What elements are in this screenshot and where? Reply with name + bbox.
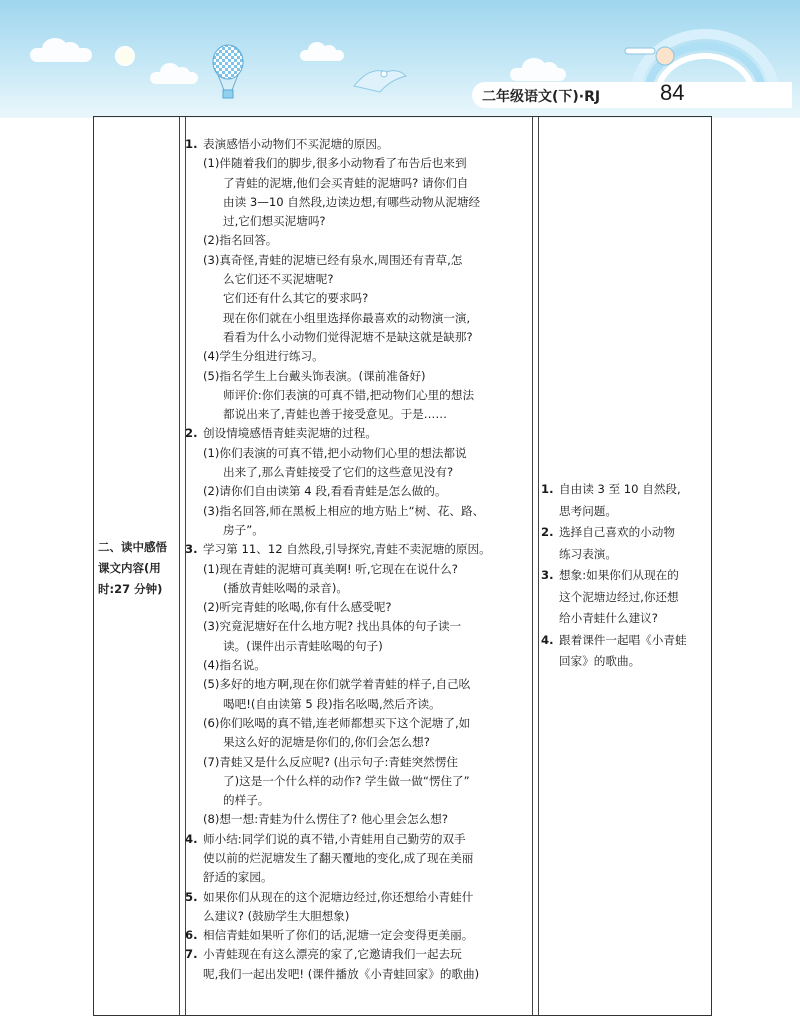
section-label [98, 537, 176, 600]
student-activity-item [541, 630, 707, 673]
header-sky-banner [0, 0, 800, 118]
step-text-line: 小青蛙现在有这么漂亮的家了,它邀请我们一起去玩 [203, 947, 462, 962]
sub-step-line: 么它们还不买泥塘呢? [223, 272, 334, 287]
activity-text-line: 自由读 3 至 10 自然段, [559, 482, 681, 496]
process-step [185, 135, 532, 154]
sub-step-line: 它们还有什么其它的要求吗? [223, 291, 369, 306]
section-label-line: 课文内容(用 [98, 561, 161, 575]
process-step [185, 888, 532, 927]
activity-text-line: 这个泥塘边经过,你还想 [559, 589, 679, 604]
section-label-line: 二、读中感悟 [98, 540, 167, 554]
book-title: 二年级语文(下)·RJ [482, 89, 601, 105]
activity-text-line: 思考问题。 [559, 503, 617, 518]
activity-text-line: 想象:如果你们从现在的 [559, 568, 679, 582]
sub-step-line: (2)听完青蛙的吆喝,你有什么感受呢? [203, 600, 392, 615]
sub-step-line: 了)这是一个什么样的动作? 学生做一做“愣住了” [223, 773, 470, 788]
sub-step-line: (7)青蛙又是什么反应呢? (出示句子:青蛙突然愣住 [203, 754, 458, 769]
sub-step-line: (6)你们吆喝的真不错,连老师都想买下这个泥塘了,如 [203, 715, 471, 730]
sub-step-line: (4)学生分组进行练习。 [203, 349, 324, 364]
cloud-decoration [30, 48, 92, 62]
sub-step-line: 由读 3—10 自然段,边读边想,有哪些动物从泥塘经 [223, 194, 481, 209]
sub-step-line: (1)现在青蛙的泥塘可真美啊! 听,它现在在说什么? [203, 561, 458, 576]
sub-step-line: 了青蛙的泥塘,他们会买青蛙的泥塘吗? 请你们自 [223, 175, 469, 190]
cloud-decoration [510, 68, 566, 81]
section-label-line: 时:27 分钟) [98, 582, 163, 596]
sub-step-line: 出来了,那么青蛙接受了它们的这些意见没有? [223, 465, 454, 480]
process-step [185, 830, 532, 888]
activity-text-line: 练习表演。 [559, 546, 617, 561]
sub-step-line: (4)指名说。 [203, 658, 266, 673]
step-number: 2. [185, 426, 198, 441]
sub-step-line: 果这么好的泥塘是你们的,你们会怎么想? [223, 735, 430, 750]
sub-step-line: 师评价:你们表演的可真不错,把动物们心里的想法 [223, 387, 475, 402]
sub-step-line: 喝吧!(自由读第 5 段)指名吆喝,然后齐读。 [223, 696, 441, 711]
step-number: 6. [185, 928, 198, 943]
activity-text-line: 跟着课件一起唱《小青蛙 [559, 632, 687, 647]
sub-step-line: (3)究竟泥塘好在什么地方呢? 找出具体的句子读一 [203, 619, 462, 634]
cloud-decoration [150, 72, 198, 84]
kite-icon [350, 62, 410, 98]
sub-step-line: (1)你们表演的可真不错,把小动物们心里的想法都说 [203, 445, 467, 460]
sub-step-line: 的样子。 [223, 793, 270, 808]
column-divider [532, 117, 533, 1015]
step-heading: 表演感悟小动物们不买泥塘的原因。 [203, 137, 389, 151]
step-text-line: 么建议? (鼓励学生大胆想象) [203, 908, 350, 923]
sub-step-list [185, 444, 532, 540]
step-number: 3. [185, 542, 198, 557]
student-activity-item [541, 565, 707, 630]
sub-step-line: 现在你们就在小组里选择你最喜欢的动物演一演, [223, 310, 471, 325]
column-divider [538, 117, 539, 1015]
hot-air-balloon-icon [210, 44, 246, 104]
activity-text-line: 回家》的歌曲。 [559, 654, 641, 668]
student-activity-item [541, 522, 707, 565]
sub-step-line: 都说出来了,青蛙也善于接受意见。于是…… [223, 407, 447, 422]
sub-step-line: (播放青蛙吆喝的录音)。 [223, 580, 348, 595]
student-activity-column [541, 479, 707, 673]
step-text-line: 相信青蛙如果听了你们的话,泥塘一定会变得更美丽。 [203, 928, 474, 943]
sub-step-line: 房子”。 [223, 522, 264, 537]
activity-number: 1. [541, 482, 554, 496]
process-step [185, 945, 532, 984]
page-number: 84 [660, 80, 685, 105]
sub-step-line: 看看为什么小动物们觉得泥塘不是缺这就是缺那? [223, 329, 473, 344]
step-heading: 学习第 11、12 自然段,引导探究,青蛙不卖泥塘的原因。 [203, 542, 491, 557]
process-step [185, 926, 532, 945]
sub-step-line: 读。(课件出示青蛙吆喝的句子) [223, 638, 383, 653]
sub-step-list [185, 154, 532, 424]
sub-step-line: (5)指名学生上台戴头饰表演。(课前准备好) [203, 368, 426, 383]
step-text-line: 师小结:同学们说的真不错,小青蛙用自己勤劳的双手 [203, 831, 466, 846]
sub-step-line: (2)请你们自由读第 4 段,看看青蛙是怎么做的。 [203, 484, 447, 499]
step-text-line: 舒适的家园。 [203, 870, 273, 885]
activity-number: 2. [541, 525, 554, 539]
sub-step-list [185, 560, 532, 830]
process-step [185, 424, 532, 443]
activity-number: 4. [541, 632, 554, 647]
column-divider [179, 117, 180, 1015]
activity-number: 3. [541, 568, 554, 582]
activity-text-line: 给小青蛙什么建议? [559, 611, 658, 625]
step-text-line: 呢,我们一起出发吧! (课件播放《小青蛙回家》的歌曲) [203, 966, 480, 981]
sub-step-line: (5)多好的地方啊,现在你们就学着青蛙的样子,自己吆 [203, 677, 471, 692]
step-number: 4. [185, 831, 198, 846]
step-number: 1. [185, 137, 198, 151]
cloud-decoration [300, 50, 344, 61]
activity-text-line: 选择自己喜欢的小动物 [559, 525, 675, 539]
step-text-line: 使以前的烂泥塘发生了翻天覆地的变化,成了现在美丽 [203, 850, 474, 865]
teaching-process-column [185, 135, 532, 984]
step-number: 7. [185, 947, 198, 962]
sub-step-line: (1)伴随着我们的脚步,很多小动物看了布告后也来到 [203, 156, 467, 171]
sub-step-line: (3)真奇怪,青蛙的泥塘已经有泉水,周围还有青草,怎 [203, 252, 463, 267]
student-activity-item [541, 479, 707, 522]
sub-step-line: (3)指名回答,师在黑板上相应的地方贴上“树、花、路、 [203, 503, 485, 518]
step-heading: 创设情境感悟青蛙卖泥塘的过程。 [203, 426, 377, 441]
step-number: 5. [185, 889, 198, 904]
sun-icon [113, 44, 137, 68]
lesson-plan-table [93, 116, 712, 1016]
step-text-line: 如果你们从现在的这个泥塘边经过,你还想给小青蛙什 [203, 889, 474, 904]
process-step [185, 540, 532, 559]
sub-step-line: 过,它们想买泥塘吗? [223, 214, 326, 229]
sub-step-line: (8)想一想:青蛙为什么愣住了? 他心里会怎么想? [203, 812, 449, 827]
sub-step-line: (2)指名回答。 [203, 233, 278, 248]
